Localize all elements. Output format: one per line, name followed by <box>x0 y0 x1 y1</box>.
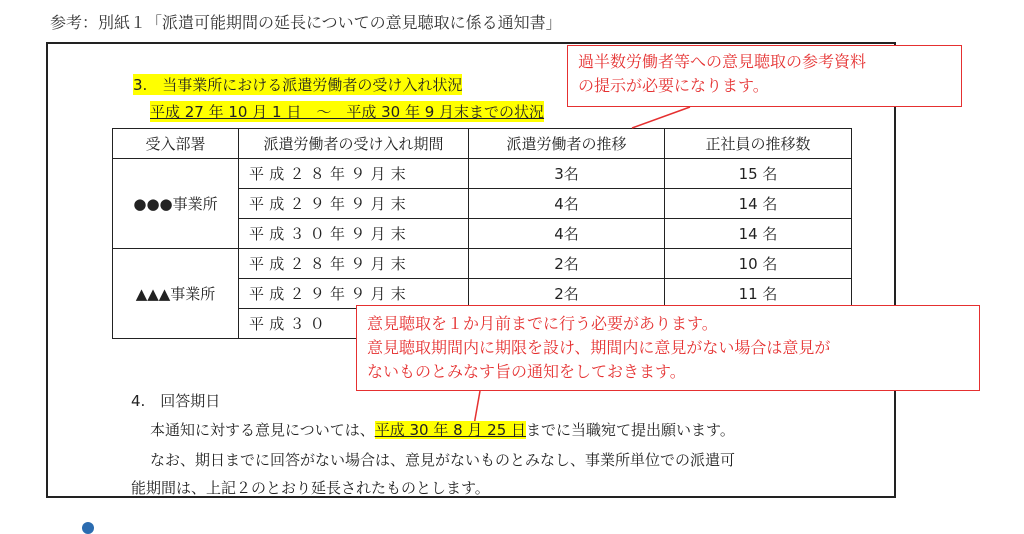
section3-heading: 3. 当事業所における派遣労働者の受け入れ状況 <box>133 76 463 94</box>
regular-cell: 10 名 <box>665 249 852 279</box>
bullet-icon <box>82 522 94 534</box>
dispatch-cell: 2名 <box>469 249 665 279</box>
period-cell: 平成２８年９月末 <box>239 249 469 279</box>
callout-line: 過半数労働者等への意見聴取の参考資料 <box>578 52 867 71</box>
callout-line: 意見聴取を１か月前までに行う必要があります。 <box>367 314 718 333</box>
text-span: 本通知に対する意見については、 <box>150 421 375 439</box>
text-span: までに当職宛て提出願います。 <box>526 421 735 439</box>
callout-reference-material <box>567 45 962 107</box>
callout-line: 意見聴取期間内に期限を設け、期間内に意見がない場合は意見が <box>367 338 831 357</box>
top-caption: 参考：別紙１「派遣可能期間の延長についての意見聴取に係る通知書」 <box>50 13 562 32</box>
section3-period: 平成 27 年 10 月 1 日 ～ 平成 30 年 9 月末までの状況 <box>150 103 545 121</box>
header-regular: 正社員の推移数 <box>665 129 852 159</box>
dispatch-cell: 4名 <box>469 189 665 219</box>
dispatch-cell: 3名 <box>469 159 665 189</box>
section4-heading: 4. 回答期日 <box>131 392 221 410</box>
dept-cell: ●●●事業所 <box>113 159 239 249</box>
section4-paragraph-2: なお、期日までに回答がない場合は、意見がないものとみなし、事業所単位での派遣可 <box>150 451 736 469</box>
header-dispatch: 派遣労働者の推移 <box>469 129 665 159</box>
callout-hearing-deadline <box>356 305 980 391</box>
section4-paragraph-1 <box>150 419 735 440</box>
deadline-highlight: 平成 30 年 8 月 25 日 <box>374 421 527 439</box>
period-cell: 平成２８年９月末 <box>239 159 469 189</box>
header-period: 派遣労働者の受け入れ期間 <box>239 129 469 159</box>
dept-cell: ▲▲▲事業所 <box>113 249 239 339</box>
regular-cell: 15 名 <box>665 159 852 189</box>
period-cell: 平成３０年９月末 <box>239 219 469 249</box>
regular-cell: 14 名 <box>665 219 852 249</box>
dispatch-cell: 2名 <box>469 279 665 309</box>
regular-cell: 11 名 <box>665 279 852 309</box>
regular-cell: 14 名 <box>665 189 852 219</box>
period-cell: 平成２９年９月末 <box>239 279 469 309</box>
header-dept: 受入部署 <box>113 129 239 159</box>
period-cell: 平成２９年９月末 <box>239 189 469 219</box>
dispatch-cell: 4名 <box>469 219 665 249</box>
section4-paragraph-3: 能期間は、上記２のとおり延長されたものとします。 <box>131 479 490 497</box>
period-cell: 平成３０ <box>239 309 469 339</box>
callout-line: の提示が必要になります。 <box>578 76 769 95</box>
callout-line: ないものとみなす旨の通知をしておきます。 <box>367 362 686 381</box>
